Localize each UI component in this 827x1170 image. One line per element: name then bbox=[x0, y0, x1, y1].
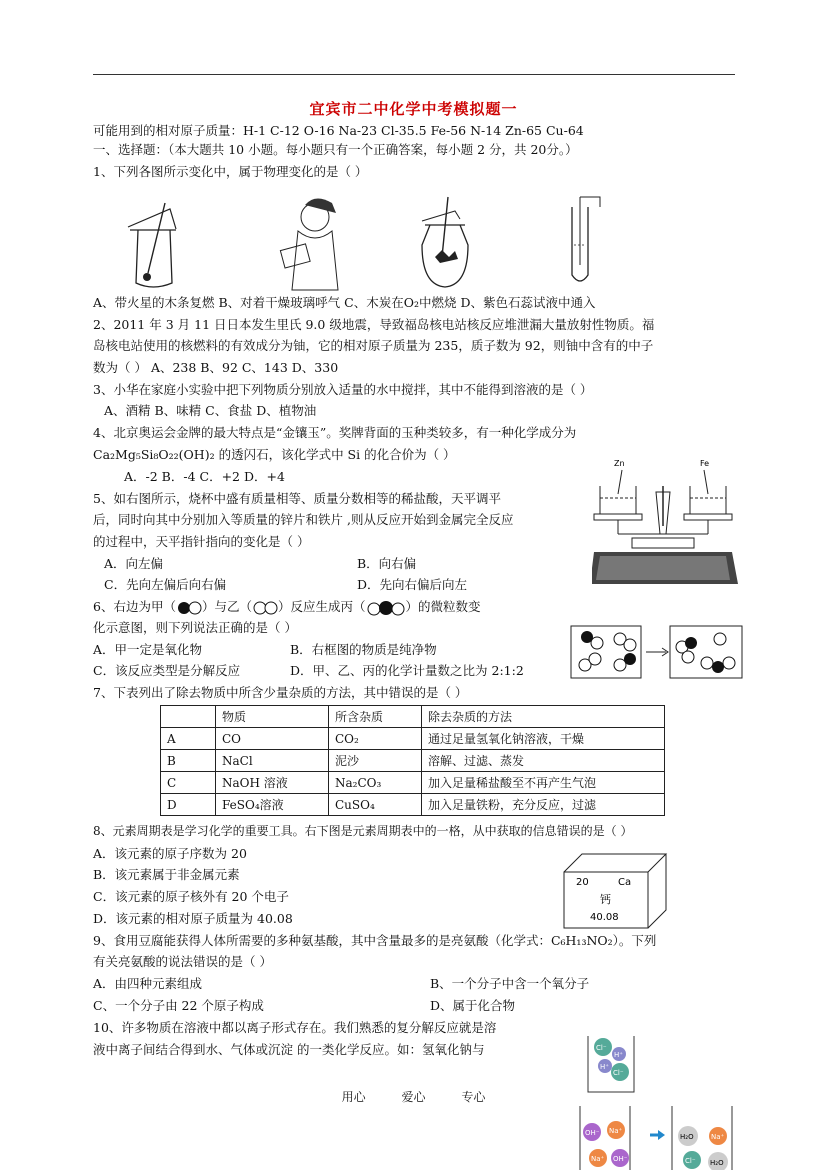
q9-line-2: 有关亮氨酸的说法错误的是（ ） bbox=[93, 954, 272, 969]
q9-option-b: B、一个分子中含一个氧分子 bbox=[430, 976, 590, 991]
cell: 通过足量氢氧化钠溶液，干燥 bbox=[422, 728, 665, 750]
cell: 加入足量稀盐酸至不再产生气泡 bbox=[422, 772, 665, 794]
cell: A bbox=[161, 728, 216, 750]
svg-text:Na⁺: Na⁺ bbox=[591, 1155, 605, 1163]
q5-option-b: B．向右偏 bbox=[357, 556, 417, 571]
test-tube-illustration bbox=[572, 197, 600, 281]
q2-line-3: 数为（ ） A、238 B、92 C、143 D、330 bbox=[93, 360, 339, 375]
q8-option-c: C．该元素的原子核外有 20 个电子 bbox=[93, 889, 289, 904]
cell-name: 钙 bbox=[600, 893, 611, 906]
q9-line-1: 9、食用豆腐能获得人体所需要的多种氨基酸，其中含量最多的是亮氨酸（化学式：C₆H₁₃NO₂）。下列 bbox=[93, 933, 657, 948]
table-row bbox=[161, 728, 665, 750]
atomic-masses: 可能用到的相对原子质量：H-1 C-12 O-16 Na-23 Cl-35.5 Fe-56 N-14 Zn-65 Cu-64 bbox=[93, 123, 584, 138]
cell: Na₂CO₃ bbox=[329, 772, 422, 794]
girl-breathing-illustration bbox=[280, 198, 338, 290]
cell-atomic-number: 20 bbox=[576, 877, 589, 888]
header-cell bbox=[161, 706, 216, 728]
header-cell: 所含杂质 bbox=[329, 706, 422, 728]
svg-text:Cl⁻: Cl⁻ bbox=[685, 1157, 696, 1165]
balance-figure bbox=[592, 456, 742, 591]
q1-options: A、带火星的木条复燃 B、对着干燥玻璃呼气 C、木炭在O₂中燃烧 D、紫色石蕊试液中通入 bbox=[93, 295, 596, 310]
label-zn: Zn bbox=[614, 459, 625, 468]
q6-option-c: C．该反应类型是分解反应 bbox=[93, 663, 241, 678]
q2-line-1: 2、2011 年 3 月 11 日日本发生里氏 9.0 级地震，导致福岛核电站核反应堆泄漏大量放射性物质。福 bbox=[93, 317, 655, 332]
cell: CO bbox=[216, 728, 329, 750]
q5-line-3: 的过程中，天平指针指向的变化是（ ） bbox=[93, 534, 310, 549]
cell: 溶解、过滤、蒸发 bbox=[422, 750, 665, 772]
svg-text:OH⁻: OH⁻ bbox=[585, 1129, 600, 1137]
q3-stem: 3、小华在家庭小实验中把下列物质分别放入适量的水中搅拌，其中不能得到溶液的是（ ） bbox=[93, 382, 593, 397]
table-row bbox=[161, 794, 665, 816]
svg-text:Na⁺: Na⁺ bbox=[711, 1133, 725, 1141]
footer-item: 专心 bbox=[461, 1090, 486, 1104]
q5-line-2: 后，同时向其中分别加入等质量的锌片和铁片 ,则从反应开始到金属完全反应 bbox=[93, 512, 514, 527]
q1-stem: 1、下列各图所示变化中，属于物理变化的是（ ） bbox=[93, 164, 368, 179]
particle-diagram bbox=[570, 625, 745, 680]
svg-text:Cl⁻: Cl⁻ bbox=[613, 1069, 624, 1077]
header-cell: 除去杂质的方法 bbox=[422, 706, 665, 728]
table-header-row bbox=[161, 706, 665, 728]
svg-text:OH⁻: OH⁻ bbox=[613, 1155, 628, 1163]
header-rule bbox=[93, 74, 735, 75]
section-heading: 一、选择题：（本大题共 10 小题。每小题只有一个正确答案，每小题 2 分，共 20分。） bbox=[93, 142, 578, 157]
q2-line-2: 岛核电站使用的核燃料的有效成分为铀，它的相对原子质量为 235，质子数为 92，则铀中含有的中子 bbox=[93, 338, 654, 353]
label-fe: Fe bbox=[700, 459, 710, 468]
q5-line-1: 5、如右图所示，烧杯中盛有质量相等、质量分数相等的稀盐酸，天平调平 bbox=[93, 491, 501, 506]
page-title: 宜宾市二中化学中考模拟题一 bbox=[309, 100, 518, 118]
jar-splint-illustration bbox=[128, 203, 176, 287]
molecule-jia-icon bbox=[176, 601, 202, 615]
table-row bbox=[161, 772, 665, 794]
q6-line-1: 6、右边为甲（ ）与乙（ ）反应生成丙（ ）的微粒数变 bbox=[93, 599, 481, 614]
cell: D bbox=[161, 794, 216, 816]
q8-option-a: A．该元素的原子序数为 20 bbox=[93, 846, 247, 861]
svg-text:H₂O: H₂O bbox=[680, 1133, 694, 1141]
q9-option-c: C、一个分子由 22 个原子构成 bbox=[93, 998, 264, 1013]
q10-line-2: 液中离子间结合得到水、气体或沉淀 的一类化学反应。如：氢氧化钠与 bbox=[93, 1042, 485, 1057]
q7-stem: 7、下表列出了除去物质中所含少量杂质的方法，其中错误的是（ ） bbox=[93, 685, 468, 700]
periodic-cell-figure bbox=[560, 852, 670, 930]
charcoal-jar-illustration bbox=[422, 197, 468, 287]
cell: B bbox=[161, 750, 216, 772]
cell: CuSO₄ bbox=[329, 794, 422, 816]
svg-text:Na⁺: Na⁺ bbox=[609, 1127, 623, 1135]
footer-item: 用心 bbox=[341, 1090, 366, 1104]
cell: FeSO₄溶液 bbox=[216, 794, 329, 816]
cell: NaOH 溶液 bbox=[216, 772, 329, 794]
cell: NaCl bbox=[216, 750, 329, 772]
q5-option-d: D．先向右偏后向左 bbox=[357, 577, 468, 592]
cell: CO₂ bbox=[329, 728, 422, 750]
q6-option-a: A．甲一定是氧化物 bbox=[93, 642, 203, 657]
q3-options: A、酒精 B、味精 C、食盐 D、植物油 bbox=[104, 403, 317, 418]
q6-option-d: D．甲、乙、丙的化学计量数之比为 2:1:2 bbox=[290, 663, 524, 678]
header-cell: 物质 bbox=[216, 706, 329, 728]
cell-symbol: Ca bbox=[618, 877, 632, 888]
q5-option-a: A．向左偏 bbox=[104, 556, 164, 571]
svg-text:Cl⁻: Cl⁻ bbox=[596, 1044, 607, 1052]
q6-line-2: 化示意图，则下列说法正确的是（ ） bbox=[93, 620, 297, 635]
q6-option-b: B．右框图的物质是纯净物 bbox=[290, 642, 437, 657]
cell: 泥沙 bbox=[329, 750, 422, 772]
svg-text:H₂O: H₂O bbox=[710, 1159, 724, 1167]
q9-option-a: A．由四种元素组成 bbox=[93, 976, 203, 991]
q8-option-d: D．该元素的相对原子质量为 40.08 bbox=[93, 911, 293, 926]
q4-line-1: 4、北京奥运会金牌的最大特点是“金镶玉”。奖牌背面的玉种类较多，有一种化学成分为 bbox=[93, 425, 577, 440]
q8-stem: 8、元素周期表是学习化学的重要工具。右下图是元素周期表中的一格，从中获取的信息错误的是（ ） bbox=[93, 824, 633, 838]
q4-line-2: Ca₂Mg₅Si₈O₂₂(OH)₂ 的透闪石，该化学式中 Si 的化合价为（ ） bbox=[93, 447, 456, 462]
svg-text:H⁺: H⁺ bbox=[614, 1051, 623, 1059]
cell: 加入足量铁粉，充分反应，过滤 bbox=[422, 794, 665, 816]
cell-atomic-mass: 40.08 bbox=[590, 912, 619, 923]
molecule-bing-icon bbox=[366, 600, 406, 616]
q10-line-1: 10、许多物质在溶液中都以离子形式存在。我们熟悉的复分解反应就是溶 bbox=[93, 1020, 497, 1035]
svg-text:H⁺: H⁺ bbox=[600, 1063, 609, 1071]
molecule-yi-icon bbox=[252, 601, 278, 615]
q1-figures bbox=[110, 195, 670, 295]
q9-option-d: D、属于化合物 bbox=[430, 998, 516, 1013]
impurity-table bbox=[160, 705, 665, 816]
q8-option-b: B．该元素属于非金属元素 bbox=[93, 867, 240, 882]
table-row bbox=[161, 750, 665, 772]
q4-options: A．-2 B．-4 C．+2 D．+4 bbox=[124, 469, 285, 484]
footer-item: 爱心 bbox=[401, 1090, 426, 1104]
q5-option-c: C．先向左偏后向右偏 bbox=[104, 577, 227, 592]
cell: C bbox=[161, 772, 216, 794]
page-footer bbox=[0, 1088, 827, 1105]
